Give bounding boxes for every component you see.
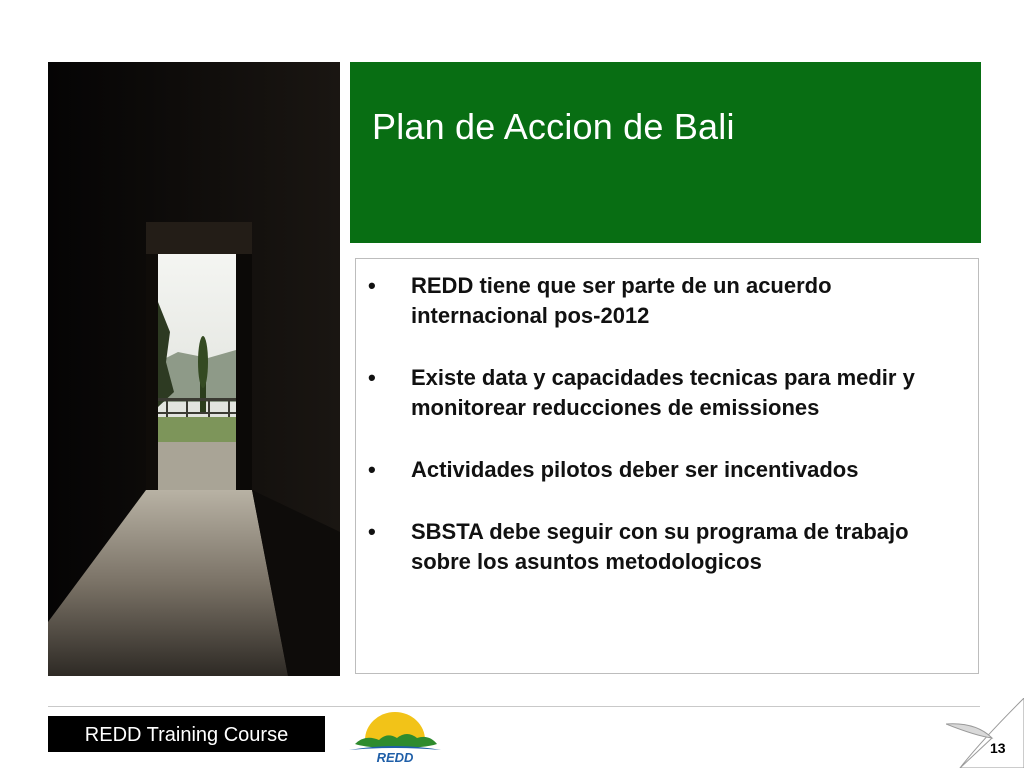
bullet-text: Existe data y capacidades tecnicas para medir y monitorear reducciones de emissiones <box>411 365 915 420</box>
page-number: 13 <box>990 740 1006 756</box>
bullet-text: Actividades pilotos deber ser incentivados <box>411 457 859 482</box>
bullet-text: REDD tiene que ser parte de un acuerdo internacional pos-2012 <box>411 273 832 328</box>
bullet-item <box>356 271 978 331</box>
bullet-text: SBSTA debe seguir con su programa de trabajo sobre los asuntos metodologicos <box>411 519 909 574</box>
bullet-marker: • <box>368 365 376 390</box>
slide-title: Plan de Accion de Bali <box>372 106 735 147</box>
page-curl-icon <box>946 698 1024 768</box>
title-panel <box>350 62 981 243</box>
redd-logo <box>345 710 445 766</box>
bullet-item <box>356 363 978 423</box>
bullet-marker: • <box>368 457 376 482</box>
bullet-marker: • <box>368 519 376 544</box>
content-box <box>355 258 979 674</box>
course-label: REDD Training Course <box>48 716 325 752</box>
bullet-item <box>356 517 978 577</box>
logo-sun-icon <box>365 712 425 740</box>
footer-divider <box>48 706 980 707</box>
bullet-item <box>356 455 978 485</box>
logo-text: REDD <box>376 750 414 765</box>
bullet-marker: • <box>368 273 376 298</box>
bullet-list <box>356 271 978 609</box>
doorway-photo <box>48 62 340 676</box>
